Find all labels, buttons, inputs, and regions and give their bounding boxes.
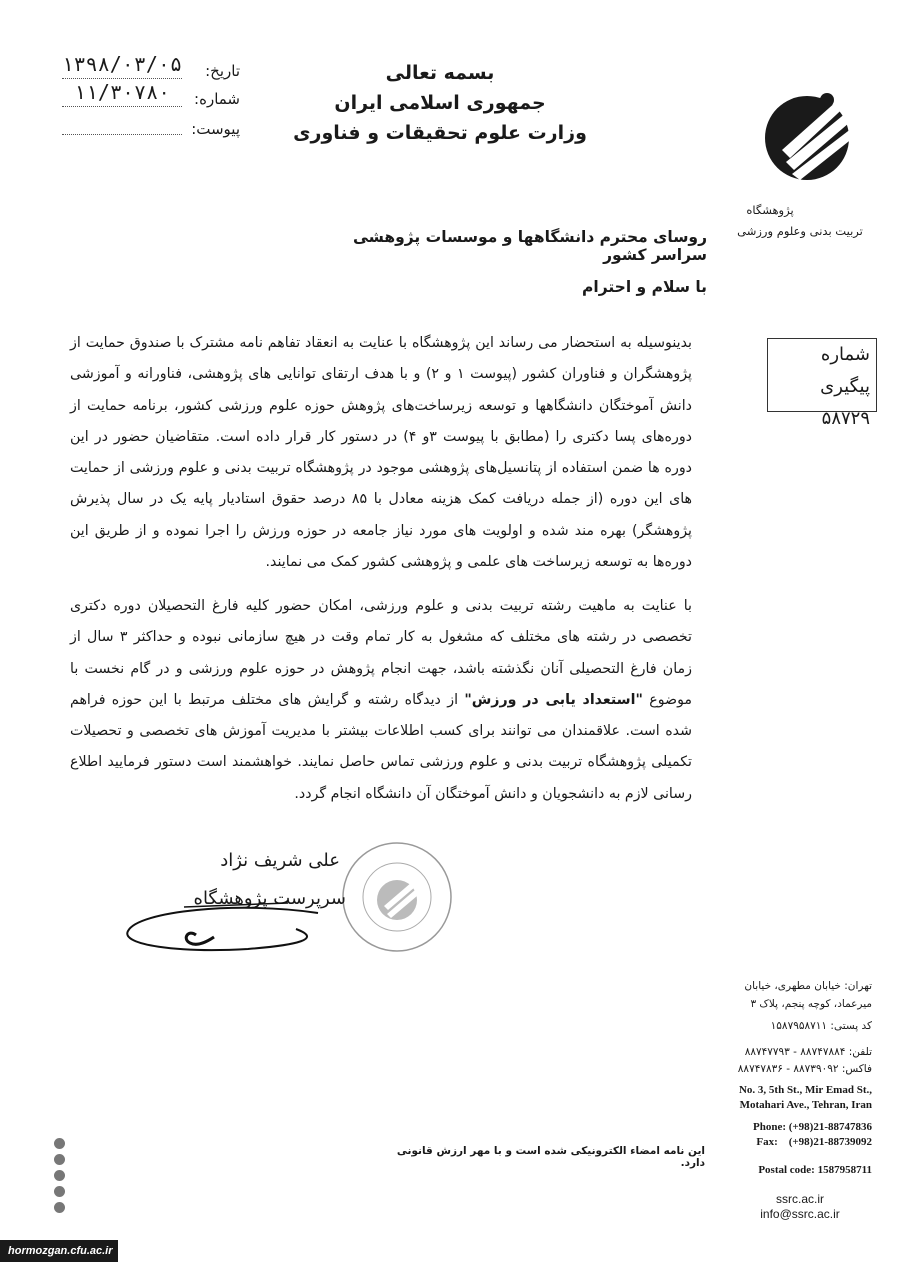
footer-email[interactable]: info@ssrc.ac.ir: [760, 1207, 840, 1221]
number-value: ۱۱/۳۰۷۸۰: [73, 80, 171, 104]
institute-logo: [752, 80, 862, 190]
date-label: تاریخ:: [205, 62, 240, 80]
footer-address-fa-2: میرعماد، کوچه پنجم، پلاک ۳: [750, 998, 872, 1010]
number-line: [62, 106, 182, 107]
body-paragraph-2-part-a: با عنایت به ماهیت رشته تربیت بدنی و علوم ورزشی، امکان حضور کلیه فارغ التحصیلان دوره دکتری تخصصی در رشته های مختلف که مشغول به کار تمام وقت در هیچ سازمانی نبوده و حداکثر ۳ سال از زمان فارغ التحصیلی آنان نگذشته باشد، جهت انجام پژوهش در حوزه علوم ورزشی و در گام نخست با موضوع: [70, 598, 692, 708]
tracking-value: ۵۸۷۲۹: [821, 408, 870, 429]
body-paragraph-2-part-b: از دیدگاه رشته و گرایش های مختلف مرتبط با این حوزه فراهم شده است. علاقمندان می توانند برای کسب اطلاعات بیشتر با مدیریت آموزش های تخصصی و تحصیلات تکمیلی پژوهشگاه تربیت بدنی و علوم ورزشی تماس حاصل نمایند. خواهشمند است دستور فرمایید اطلاع رسانی لازم به دانشجویان و دانش آموختگان آن دانشگاه انجام گردد.: [70, 691, 692, 802]
date-value: ۱۳۹۸/۰۳/۰۵: [61, 52, 182, 76]
footer-postal-en: Postal code: 1587958711: [758, 1164, 872, 1176]
footer-phone-en: Phone: (+98)21-88747836: [752, 1121, 872, 1133]
margin-dot: [54, 1202, 65, 1213]
header-bismillah: بسمه تعالی: [385, 62, 495, 84]
greeting-line: با سلام و احترام: [582, 278, 707, 296]
signer-name: علی شریف نژاد: [220, 850, 340, 871]
official-seal: [340, 840, 455, 955]
footer-fax-en: Fax: (+98)21-88739092: [756, 1136, 872, 1148]
footer-phone-fa: تلفن: ۸۸۷۴۷۸۸۴ - ۸۸۷۴۷۷۹۳: [744, 1046, 872, 1058]
body-paragraph-2-topic: "استعداد یابی در ورزش": [464, 691, 643, 708]
footer-address-en-1: No. 3, 5th St., Mir Emad St.,: [738, 1084, 872, 1096]
signer-title: سرپرست پژوهشگاه: [193, 888, 346, 909]
recipient-line: روسای محترم دانشگاهها و موسسات پژوهشی سراسر کشور: [352, 228, 707, 264]
body-paragraph-2: [70, 591, 692, 810]
header-republic: جمهوری اسلامی ایران: [334, 92, 546, 114]
date-line: [62, 78, 182, 79]
number-label: شماره:: [194, 90, 240, 108]
source-badge: [0, 1240, 118, 1262]
margin-dot: [54, 1154, 65, 1165]
logo-org-line2: تربیت بدنی وعلوم ورزشی: [737, 224, 863, 238]
footer-fax-fa: فاکس: ۸۸۷۳۹۰۹۲ - ۸۸۷۴۷۸۳۶: [737, 1063, 872, 1075]
handwritten-signature: [118, 885, 348, 975]
header-ministry: وزارت علوم تحقیقات و فناوری: [293, 122, 587, 144]
attachment-label: پیوست:: [191, 120, 240, 138]
attachment-line: [62, 134, 182, 135]
margin-dot: [54, 1138, 65, 1149]
footer-address-fa-1: تهران: خیابان مطهری، خیابان: [744, 980, 872, 992]
footer-postal-fa: کد پستی: ۱۵۸۷۹۵۸۷۱۱: [770, 1020, 872, 1032]
footer-website[interactable]: ssrc.ac.ir: [776, 1192, 824, 1206]
logo-org-line1: پژوهشگاه: [746, 203, 794, 217]
tracking-label: شماره پیگیری: [820, 344, 870, 397]
footer-address-en-2: Motahari Ave., Tehran, Iran: [739, 1099, 872, 1111]
tracking-box: [767, 338, 877, 429]
electronic-signature-notice: این نامه امضاء الکترونیکی شده است و با مهر ارزش قانونی دارد.: [396, 1145, 705, 1169]
body-paragraph-1: بدینوسیله به استحضار می رساند این پژوهشگاه با عنایت به انعقاد تفاهم نامه مشترک با صندوق حمایت از پژوهشگران و فناوران کشور (پیوست ۱ و ۲) و با هدف ارتقای توانایی های پژوهشی، فناورانه و آموزشی دانش آموختگان دانشگاهها و توسعه زیرساخت‌های پژوهش حوزه علوم ورزشی کشور، برنامه حمایت از دوره‌های پسا دکتری را (مطابق با پیوست ۳و ۴) در دستور کار قرار داده است. متقاضیان حضور در این دوره ها ضمن استفاده از پتانسیل‌های پژوهشی موجود در پژوهشگاه تربیت بدنی و علوم ورزشی از حمایت های این دوره (از جمله دریافت کمک هزینه معادل با ۸۵ درصد حقوق استادیار پایه یک در سال پذیرش پژوهشگر) بهره مند شده و اولویت های مورد نیاز جامعه در حوزه ورزش را اجرا نموده و از طریق این دوره‌ها به توسعه زیرساخت های علمی و پژوهشی کشور کمک می نمایند.: [70, 335, 692, 571]
margin-dot: [54, 1186, 65, 1197]
source-badge-text[interactable]: hormozgan.cfu.ac.ir: [8, 1245, 113, 1257]
margin-dot: [54, 1170, 65, 1181]
